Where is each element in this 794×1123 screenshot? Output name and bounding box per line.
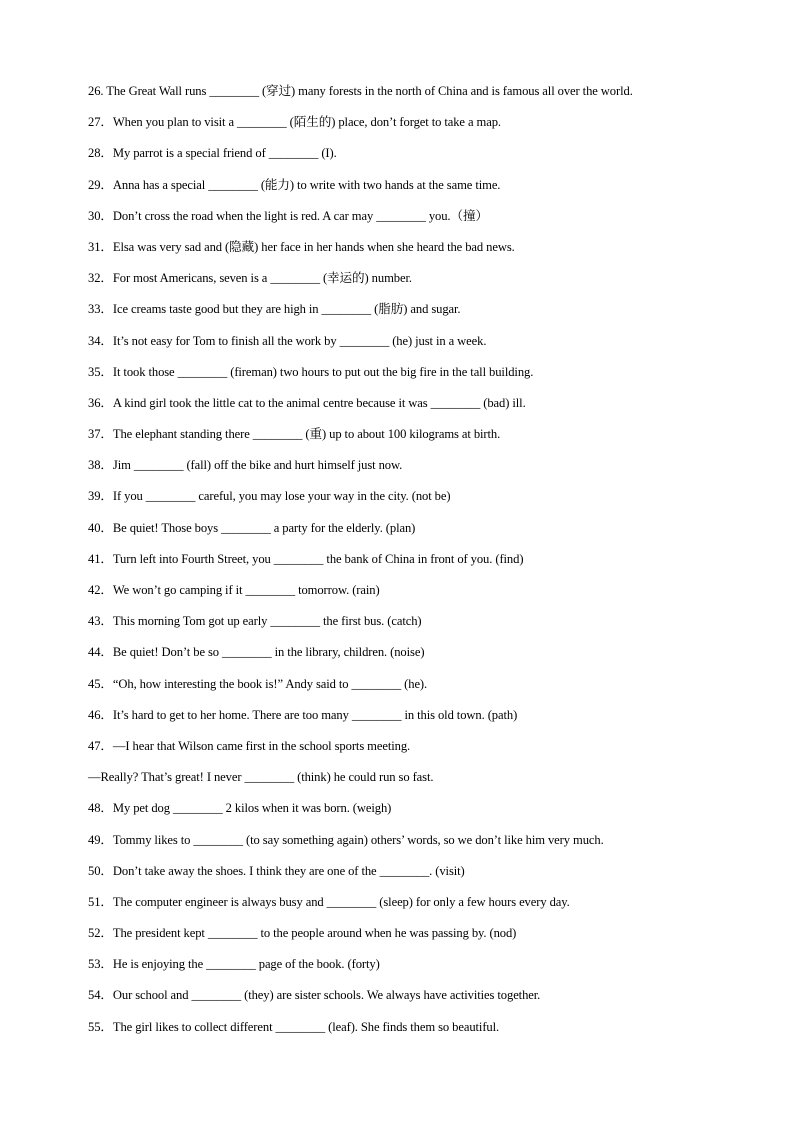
question-35: 35．It took those ________ (fireman) two hours to put out the big fire in the tall building. xyxy=(88,364,534,379)
question-53: 53．He is enjoying the ________ page of the book. (forty) xyxy=(88,957,380,972)
question-26: 26. The Great Wall runs ________ (穿过) many forests in the north of China and is famous all over the world. xyxy=(88,84,633,98)
question-54: 54．Our school and ________ (they) are sister schools. We always have activities together. xyxy=(88,988,541,1003)
question-51: 51．The computer engineer is always busy and ________ (sleep) for only a few hours every day. xyxy=(88,894,570,909)
question-50: 50．Don’t take away the shoes. I think they are one of the ________. (visit) xyxy=(88,863,465,878)
question-44: 44．Be quiet! Don’t be so ________ in the library, children. (noise) xyxy=(88,645,425,660)
question-47-continuation: —Really? That’s great! I never ________ (think) he could run so fast. xyxy=(88,770,434,785)
question-34: 34．It’s not easy for Tom to finish all the work by ________ (he) just in a week. xyxy=(88,333,487,348)
question-49: 49．Tommy likes to ________ (to say something again) others’ words, so we don’t like him very much. xyxy=(88,832,604,847)
question-45: 45．“Oh, how interesting the book is!” Andy said to ________ (he). xyxy=(88,676,428,691)
question-47: 47．—I hear that Wilson came first in the school sports meeting. xyxy=(88,738,411,753)
question-30: 30．Don’t cross the road when the light is red. A car may ________ you.（撞） xyxy=(88,208,488,223)
question-36: 36．A kind girl took the little cat to the animal centre because it was ________ (bad) ill. xyxy=(88,395,526,410)
question-46: 46．It’s hard to get to her home. There are too many ________ in this old town. (path) xyxy=(88,707,518,722)
question-list xyxy=(88,80,768,1047)
question-29: 29．Anna has a special ________ (能力) to write with two hands at the same time. xyxy=(88,177,501,192)
question-48: 48．My pet dog ________ 2 kilos when it was born. (weigh) xyxy=(88,801,392,816)
question-38: 38．Jim ________ (fall) off the bike and hurt himself just now. xyxy=(88,458,403,473)
question-33: 33．Ice creams taste good but they are high in ________ (脂肪) and sugar. xyxy=(88,302,461,317)
question-32: 32．For most Americans, seven is a ________ (幸运的) number. xyxy=(88,271,412,286)
question-41: 41．Turn left into Fourth Street, you ________ the bank of China in front of you. (find) xyxy=(88,551,524,566)
question-28: 28．My parrot is a special friend of ________ (I). xyxy=(88,146,337,161)
question-52: 52．The president kept ________ to the people around when he was passing by. (nod) xyxy=(88,926,517,941)
question-43: 43．This morning Tom got up early ________ the first bus. (catch) xyxy=(88,614,422,629)
question-55: 55．The girl likes to collect different ________ (leaf). She finds them so beautiful. xyxy=(88,1019,500,1034)
question-37: 37．The elephant standing there ________ (重) up to about 100 kilograms at birth. xyxy=(88,427,501,442)
question-42: 42．We won’t go camping if it ________ tomorrow. (rain) xyxy=(88,583,380,597)
question-40: 40．Be quiet! Those boys ________ a party for the elderly. (plan) xyxy=(88,520,416,535)
question-27: 27．When you plan to visit a ________ (陌生的) place, don’t forget to take a map. xyxy=(88,115,501,130)
question-39: 39．If you ________ careful, you may lose your way in the city. (not be) xyxy=(88,489,451,504)
question-31: 31．Elsa was very sad and (隐藏) her face in her hands when she heard the bad news. xyxy=(88,239,515,254)
